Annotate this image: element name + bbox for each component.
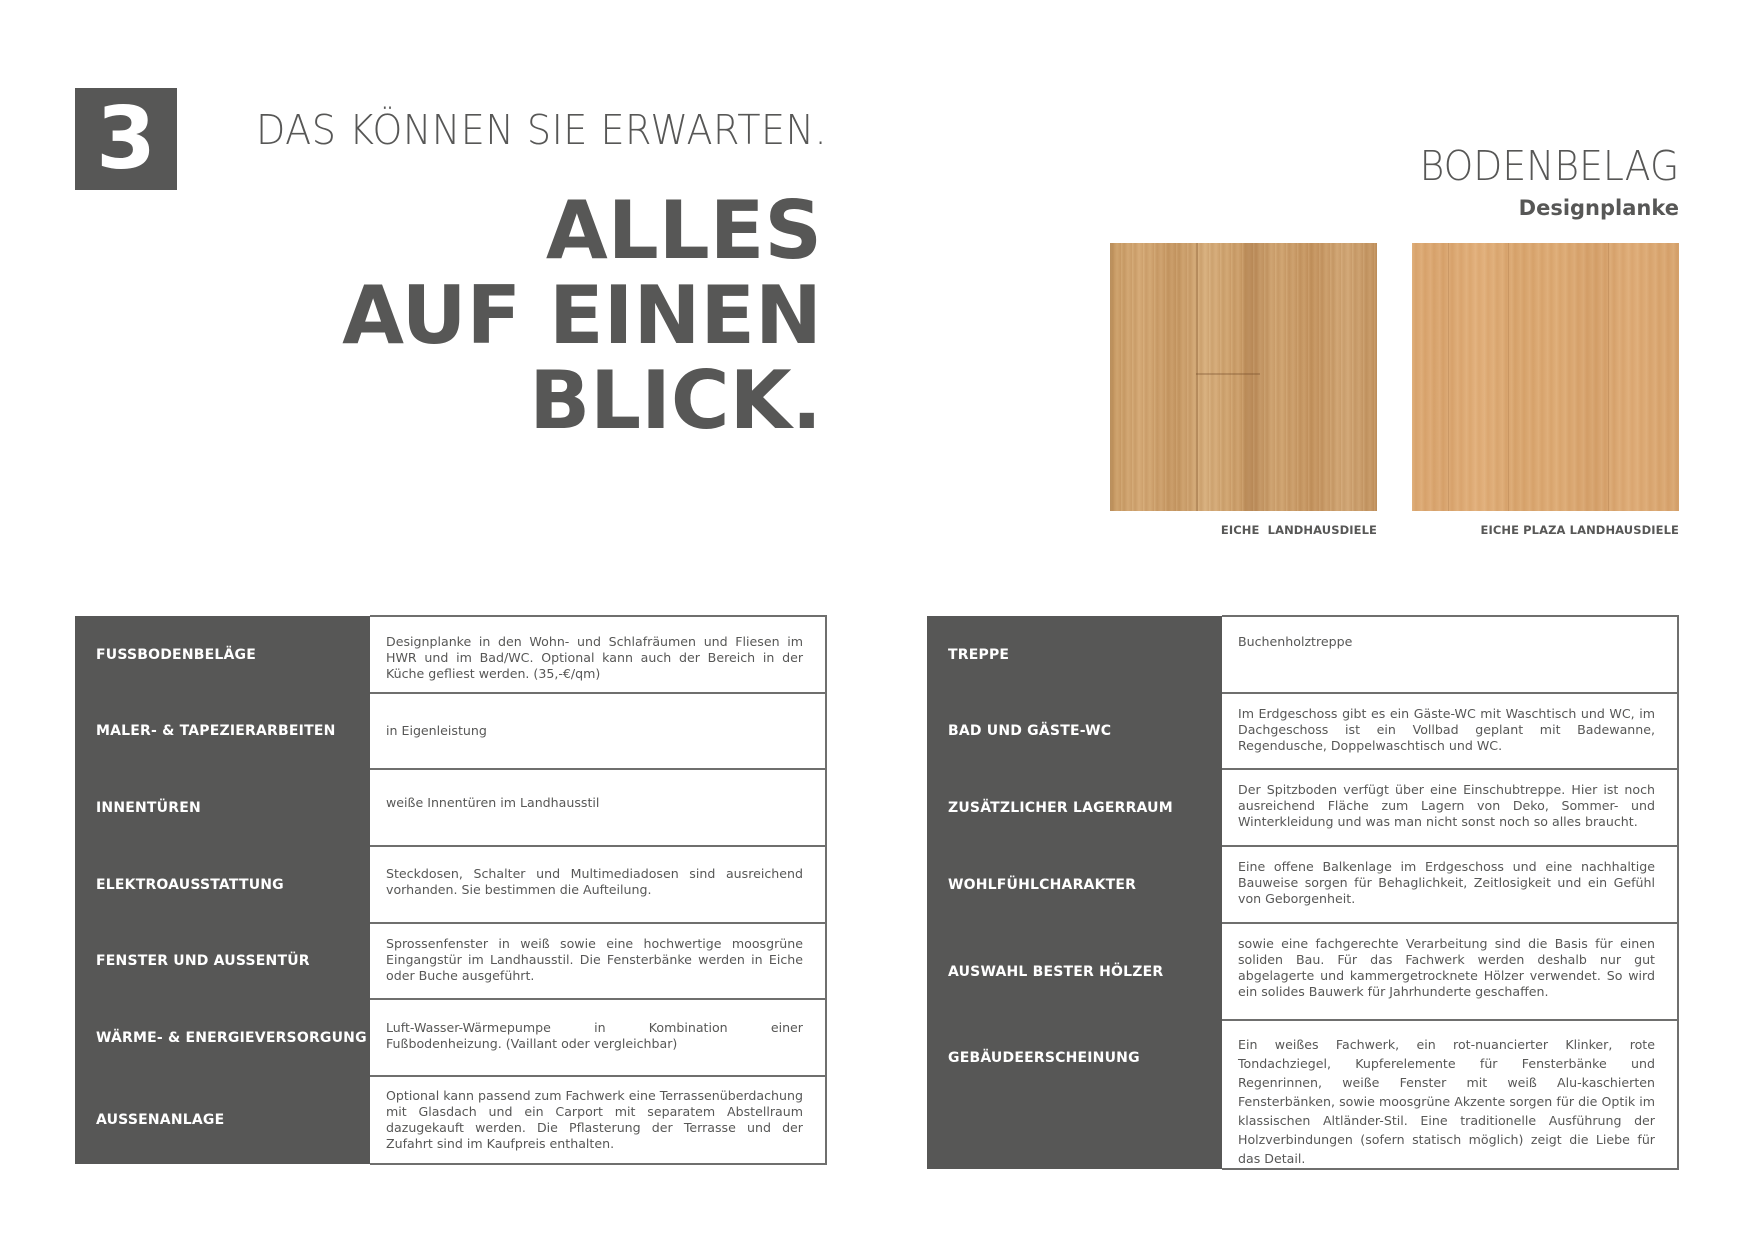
row-value-text: Steckdosen, Schalter und Multimediadosen sind ausreichend vorhanden. Sie bestimmen die Aufteilung.	[386, 866, 803, 897]
headline-line-1: ALLES	[545, 184, 822, 277]
headline-line-2: AUF EINEN	[342, 269, 822, 362]
table-row	[927, 616, 1678, 693]
row-value	[1222, 1020, 1678, 1169]
table-row	[927, 693, 1678, 769]
row-label: FENSTER UND AUSSENTÜR	[75, 923, 370, 999]
page-headline	[342, 184, 822, 447]
table-row	[927, 846, 1678, 923]
row-value-text: weiße Innentüren im Landhausstil	[386, 795, 600, 810]
wood-sample-image-eiche-landhausdiele	[1110, 243, 1377, 511]
row-value	[1222, 923, 1678, 1020]
row-value	[1222, 769, 1678, 846]
row-value-text: Der Spitzboden verfügt über eine Einschubtreppe. Hier ist noch ausreichend Fläche zum Lagern von Deko, Sommer- und Winterkleidung und was man nicht sonst noch so alles braucht.	[1238, 782, 1655, 829]
table-row	[927, 1020, 1678, 1169]
row-value	[370, 999, 826, 1076]
row-value	[1222, 846, 1678, 923]
table-row	[927, 923, 1678, 1020]
row-label: AUSWAHL BESTER HÖLZER	[927, 923, 1222, 1020]
row-label: WOHLFÜHLCHARAKTER	[927, 846, 1222, 923]
row-value-text: Optional kann passend zum Fachwerk eine Terrassenüberdachung mit Glasdach und ein Carport mit separatem Abstellraum dazugekauft werden. Die Pflasterung der Terrasse und der Zufahrt sind im Kaufpreis enthalten.	[386, 1088, 803, 1151]
table-row	[75, 769, 826, 846]
row-label: WÄRME- & ENERGIEVERSORGUNG	[75, 999, 370, 1076]
table-row	[75, 923, 826, 999]
row-value-text: Buchenholztreppe	[1238, 634, 1353, 649]
row-value	[1222, 616, 1678, 693]
flooring-title: BODENBELAG	[1419, 142, 1679, 190]
row-value-text: Sprossenfenster in weiß sowie eine hochwertige moosgrüne Eingangstür im Landhausstil. Die Fensterbänke werden in Eiche oder Buche ausgeführt.	[386, 936, 803, 983]
row-value	[1222, 693, 1678, 769]
row-value-text: Luft-Wasser-Wärmepumpe in Kombination einer Fußbodenheizung. (Vaillant oder vergleichbar)	[386, 1020, 803, 1051]
row-label: MALER- & TAPEZIERARBEITEN	[75, 693, 370, 769]
row-label: GEBÄUDEERSCHEINUNG	[927, 1020, 1222, 1169]
spec-table-right	[927, 615, 1679, 1170]
wood-sample-image-eiche-plaza-landhausdiele	[1412, 243, 1679, 511]
row-value-text: Ein weißes Fachwerk, ein rot-nuancierter Klinker, rote Tondachziegel, Kupferelemente für Fensterbänke und Regenrinnen, weiße Fenster mit weiß Alu-kaschierten Fensterbänken, sowie moosgrüne Akzente sorgen für die Optik im klassischen Altländer-Stil. Eine traditionelle Ausführung der Holzverbindungen (sofern statisch möglich) zeigt die Liebe für das Detail.	[1238, 1037, 1655, 1166]
row-value	[370, 1076, 826, 1164]
row-value-text: in Eigenleistung	[386, 723, 487, 738]
row-value	[370, 693, 826, 769]
wood-sample-caption: EICHE PLAZA LANDHAUSDIELE	[1480, 523, 1679, 537]
spec-table-left	[75, 615, 827, 1165]
page-subtitle: DAS KÖNNEN SIE ERWARTEN.	[256, 106, 828, 154]
row-label: BAD UND GÄSTE-WC	[927, 693, 1222, 769]
row-label: TREPPE	[927, 616, 1222, 693]
row-label: FUSSBODENBELÄGE	[75, 616, 370, 693]
table-row	[75, 616, 826, 693]
wood-sample-caption: EICHE LANDHAUSDIELE	[1220, 523, 1377, 537]
row-label: INNENTÜREN	[75, 769, 370, 846]
headline-line-3: BLICK.	[529, 354, 822, 447]
row-label: ELEKTROAUSSTATTUNG	[75, 846, 370, 923]
row-label: ZUSÄTZLICHER LAGERRAUM	[927, 769, 1222, 846]
row-value-text: Im Erdgeschoss gibt es ein Gäste-WC mit Waschtisch und WC, im Dachgeschoss ist ein Vollbad geplant mit Badewanne, Regendusche, Doppelwaschtisch und WC.	[1238, 706, 1655, 753]
row-value-text: Eine offene Balkenlage im Erdgeschoss und eine nachhaltige Bauweise sorgen für Behaglichkeit, Zeitlosigkeit und ein Gefühl von Geborgenheit.	[1238, 859, 1655, 906]
table-row	[927, 769, 1678, 846]
row-value-text: sowie eine fachgerechte Verarbeitung sind die Basis für einen soliden Bau. Für das Fachwerk werden deshalb nur gut abgelagerte und kammergetrocknete Hölzer verwendet. So wird ein solides Bauwerk für Jahrhunderte geschaffen.	[1238, 936, 1655, 999]
table-row	[75, 693, 826, 769]
table-row	[75, 1076, 826, 1164]
row-value	[370, 846, 826, 923]
row-value	[370, 616, 826, 693]
row-value	[370, 769, 826, 846]
row-value-text: Designplanke in den Wohn- und Schlafräumen und Fliesen im HWR und im Bad/WC. Optional kann auch der Bereich in der Küche gefliest werden. (35,-€/qm)	[386, 634, 803, 681]
section-number: 3	[96, 89, 156, 189]
section-number-badge	[75, 88, 177, 190]
row-value	[370, 923, 826, 999]
flooring-subtitle: Designplanke	[1518, 196, 1679, 220]
row-label: AUSSENANLAGE	[75, 1076, 370, 1164]
table-row	[75, 846, 826, 923]
table-row	[75, 999, 826, 1076]
